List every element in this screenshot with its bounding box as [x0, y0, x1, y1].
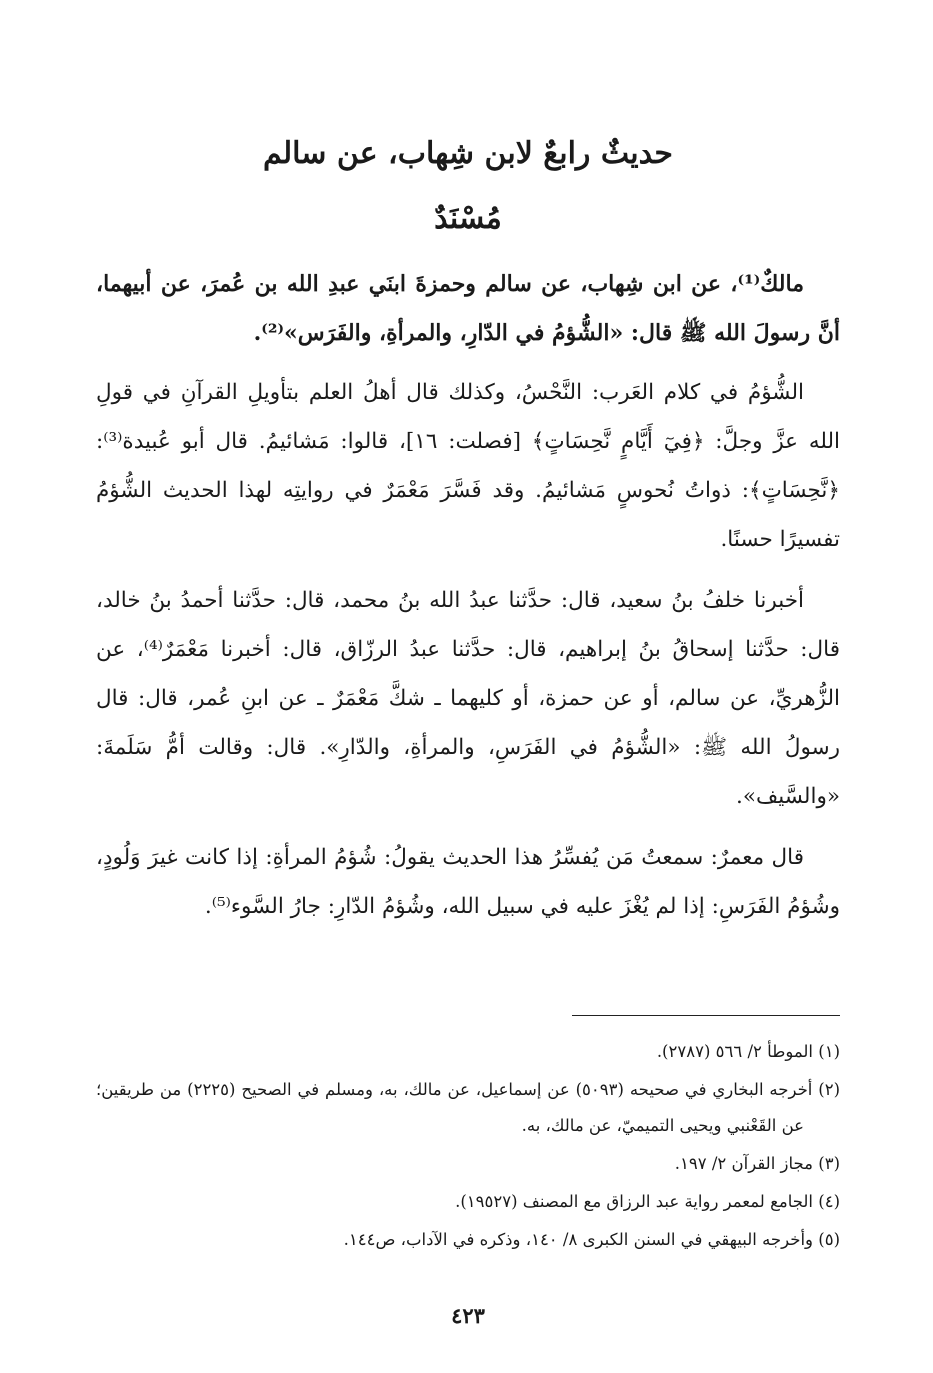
chapter-subtitle: مُسْنَدٌ	[434, 200, 502, 236]
footnote-item: (٢) أخرجه البخاري في صحيحه (٥٠٩٣) عن إسماعيل، عن مالك، به، ومسلم في الصحيح (٢٢٢٥) من طريقين؛ عن القَعْنبي ويحيى التميميّ، عن مالك، به.	[96, 1080, 840, 1135]
footnote-divider	[572, 1015, 840, 1016]
book-page	[96, 0, 840, 1373]
chapter-title: حديثٌ رابعٌ لابن شِهاب، عن سالم	[263, 136, 673, 172]
hadith-paragraph: مالكٌ⁽¹⁾، عن ابن شِهاب، عن سالم وحمزةَ ابنَي عبدِ الله بن عُمرَ، عن أبيهما، أنَّ رسولَ الله ﷺ قال: «الشُّؤمُ في الدّارِ، والمرأةِ، والفَرَس»⁽²⁾.	[96, 271, 840, 346]
page-number: ٤٢٣	[451, 1303, 485, 1328]
explanation-paragraph: قال معمرٌ: سمعتُ مَن يُفسِّرُ هذا الحديث يقولُ: شُؤمُ المرأةِ: إذا كانت غيرَ وَلُودٍ، وشُؤمُ الفَرَسِ: إذا لم يُغْزَ عليه في سبيل الله، وشُؤمُ الدّارِ: جارُ السَّوء⁽⁵⁾.	[96, 845, 840, 919]
footnote-item: (٤) الجامع لمعمر رواية عبد الرزاق مع المصنف (١٩٥٢٧).	[455, 1192, 840, 1211]
main-text	[96, 260, 840, 943]
footnote-item: (٥) وأخرجه البيهقي في السنن الكبرى ٨/ ١٤٠، وذكره في الآداب، ص١٤٤.	[343, 1230, 840, 1249]
footnote-item: (٣) مجاز القرآن ٢/ ١٩٧.	[674, 1154, 840, 1173]
isnad-paragraph: أخبرنا خلفُ بنُ سعيد، قال: حدَّثنا عبدُ الله بنُ محمد، قال: حدَّثنا أحمدُ بنُ خالد، قال: حدَّثنا إسحاقُ بنُ إبراهيم، قال: حدَّثنا عبدُ الرزّاق، قال: أخبرنا مَعْمَرٌ⁽⁴⁾، عن الزُّهريِّ، عن سالم، أو عن حمزة، أو كليهما ـ شكَّ مَعْمَرٌ ـ عن ابنِ عُمر، قال: قال رسولُ الله ﷺ: «الشُّؤمُ في الفَرَسِ، والمرأةِ، والدّارِ». قال: وقالت أمُّ سَلَمةَ: «والسَّيف».	[96, 588, 840, 809]
commentary-paragraph: الشُّؤمُ في كلام العَرب: النَّحْسُ، وكذلك قال أهلُ العلم بتأويلِ القرآنِ في قولِ الله عزَّ وجلَّ: ﴿فِيٓ أَيَّامٍ نَّحِسَاتٍ﴾ [فصلت: ١٦]، قالوا: مَشائيمُ. قال أبو عُبيدة⁽³⁾: ﴿نَّحِسَاتٍ﴾: ذواتُ نُحوسٍ مَشائيمُ. وقد فَسَّرَ مَعْمَرٌ في روايتِه لهذا الحديث الشُّؤمُ تفسيرًا حسنًا.	[96, 380, 840, 552]
footnotes-list	[96, 1034, 840, 1260]
footnote-item: (١) الموطأ ٢/ ٥٦٦ (٢٧٨٧).	[656, 1042, 840, 1061]
